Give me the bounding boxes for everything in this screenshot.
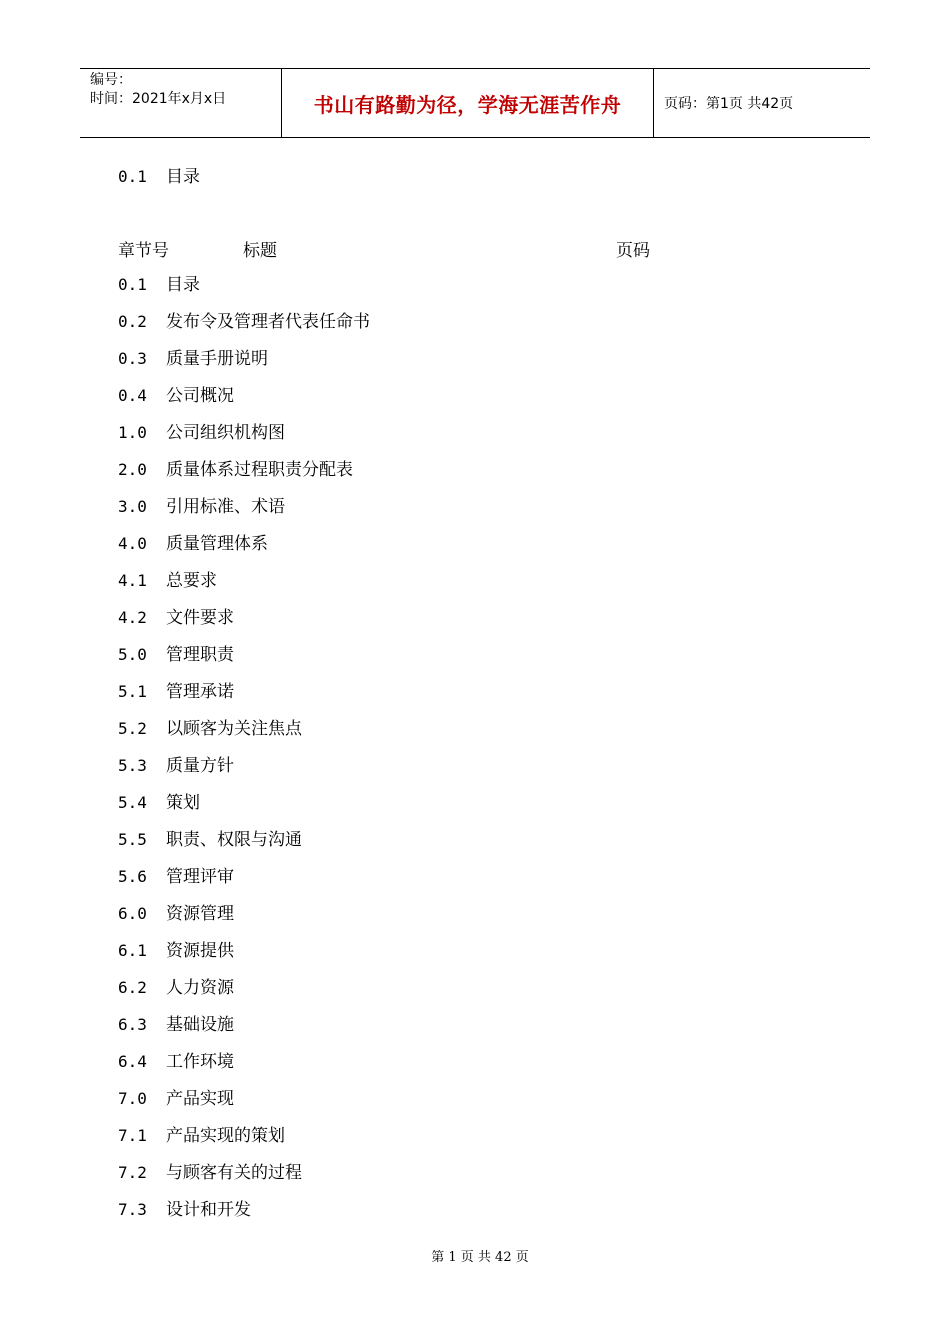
toc-entry bbox=[118, 347, 718, 384]
toc-entry bbox=[118, 606, 718, 643]
document-code-label: 编号： bbox=[90, 72, 132, 88]
toc-entry-title: 目录 bbox=[166, 275, 200, 295]
toc-entry-title: 资源提供 bbox=[166, 941, 234, 961]
toc-entry-title: 工作环境 bbox=[166, 1052, 234, 1072]
toc-entry bbox=[118, 865, 718, 902]
toc-entry-title: 产品实现 bbox=[166, 1089, 234, 1109]
section-title: 目录 bbox=[166, 167, 200, 187]
toc-entry bbox=[118, 1161, 718, 1198]
toc-entry-number: 5.5 bbox=[118, 830, 147, 849]
toc-entry-title: 管理承诺 bbox=[166, 682, 234, 702]
toc-entry-number: 0.4 bbox=[118, 386, 147, 405]
toc-header-page: 页码 bbox=[616, 241, 650, 261]
toc-entry-number: 5.4 bbox=[118, 793, 147, 812]
toc-entry-number: 6.0 bbox=[118, 904, 147, 923]
header-page-info: 页码：第1页 共42页 bbox=[664, 96, 794, 112]
toc-entry-title: 职责、权限与沟通 bbox=[166, 830, 302, 850]
toc-entry-title: 策划 bbox=[166, 793, 200, 813]
toc-entry-number: 7.0 bbox=[118, 1089, 147, 1108]
toc-entry-number: 6.1 bbox=[118, 941, 147, 960]
toc-entry bbox=[118, 1087, 718, 1124]
toc-entry bbox=[118, 902, 718, 939]
toc-header-title: 标题 bbox=[243, 241, 277, 261]
toc-entry-number: 0.1 bbox=[118, 275, 147, 294]
toc-entry bbox=[118, 495, 718, 532]
toc-entry-number: 2.0 bbox=[118, 460, 147, 479]
page-footer: 第 1 页 共 42 页 bbox=[431, 1250, 529, 1265]
document-date: 时间：2021年x月x日 bbox=[90, 91, 227, 107]
toc-entry-title: 以顾客为关注焦点 bbox=[166, 719, 302, 739]
toc-entry-number: 5.3 bbox=[118, 756, 147, 775]
toc-entry-title: 设计和开发 bbox=[166, 1200, 251, 1220]
toc-entry bbox=[118, 680, 718, 717]
toc-entry-number: 0.2 bbox=[118, 312, 147, 331]
toc-entry-title: 总要求 bbox=[166, 571, 217, 591]
toc-entry-title: 管理职责 bbox=[166, 645, 234, 665]
toc-entry-number: 0.3 bbox=[118, 349, 147, 368]
toc-entry-title: 基础设施 bbox=[166, 1015, 234, 1035]
toc-entry-number: 6.2 bbox=[118, 978, 147, 997]
toc-entry-title: 质量体系过程职责分配表 bbox=[166, 460, 353, 480]
toc-entry bbox=[118, 828, 718, 865]
toc-entry bbox=[118, 532, 718, 569]
toc-entry-number: 1.0 bbox=[118, 423, 147, 442]
toc-entry-title: 质量方针 bbox=[166, 756, 234, 776]
toc-entry-title: 引用标准、术语 bbox=[166, 497, 285, 517]
header-left-cell bbox=[80, 69, 282, 137]
toc-entry-number: 5.2 bbox=[118, 719, 147, 738]
toc-entry-number: 6.4 bbox=[118, 1052, 147, 1071]
toc-entry bbox=[118, 384, 718, 421]
toc-entry-number: 4.2 bbox=[118, 608, 147, 627]
toc-entry-title: 质量手册说明 bbox=[166, 349, 268, 369]
toc-entry-title: 质量管理体系 bbox=[166, 534, 268, 554]
toc-entry bbox=[118, 791, 718, 828]
toc-entry-title: 人力资源 bbox=[166, 978, 234, 998]
toc-entry bbox=[118, 273, 718, 310]
page-header bbox=[80, 68, 870, 138]
section-heading bbox=[118, 162, 200, 187]
toc-entry bbox=[118, 939, 718, 976]
toc-entry bbox=[118, 754, 718, 791]
toc-entry bbox=[118, 458, 718, 495]
section-number: 0.1 bbox=[118, 167, 147, 186]
toc-entry bbox=[118, 717, 718, 754]
toc-entry-title: 公司组织机构图 bbox=[166, 423, 285, 443]
toc-entry-number: 7.2 bbox=[118, 1163, 147, 1182]
toc-entry-number: 7.1 bbox=[118, 1126, 147, 1145]
toc-entry-title: 文件要求 bbox=[166, 608, 234, 628]
toc-entry bbox=[118, 310, 718, 347]
toc-entry-number: 5.6 bbox=[118, 867, 147, 886]
toc-entry bbox=[118, 643, 718, 680]
toc-entry-title: 与顾客有关的过程 bbox=[166, 1163, 302, 1183]
toc-entry-number: 5.0 bbox=[118, 645, 147, 664]
toc-entry-title: 公司概况 bbox=[166, 386, 234, 406]
toc-entry bbox=[118, 569, 718, 606]
toc-entry-title: 资源管理 bbox=[166, 904, 234, 924]
toc-entry bbox=[118, 421, 718, 458]
toc-entry bbox=[118, 1124, 718, 1161]
toc-entry-number: 4.1 bbox=[118, 571, 147, 590]
toc-list bbox=[118, 273, 718, 1235]
toc-entry bbox=[118, 1198, 718, 1235]
toc-entry-number: 6.3 bbox=[118, 1015, 147, 1034]
toc-entry-number: 4.0 bbox=[118, 534, 147, 553]
toc-entry-number: 3.0 bbox=[118, 497, 147, 516]
toc-entry-number: 5.1 bbox=[118, 682, 147, 701]
toc-entry bbox=[118, 1050, 718, 1087]
toc-header-chapter: 章节号 bbox=[118, 241, 169, 261]
toc-entry bbox=[118, 1013, 718, 1050]
toc-entry-title: 管理评审 bbox=[166, 867, 234, 887]
toc-entry-title: 发布令及管理者代表任命书 bbox=[166, 312, 370, 332]
header-motto: 书山有路勤为径，学海无涯苦作舟 bbox=[282, 69, 654, 137]
toc-entry bbox=[118, 976, 718, 1013]
toc-entry-number: 7.3 bbox=[118, 1200, 147, 1219]
toc-header-row bbox=[118, 236, 678, 260]
toc-entry-title: 产品实现的策划 bbox=[166, 1126, 285, 1146]
